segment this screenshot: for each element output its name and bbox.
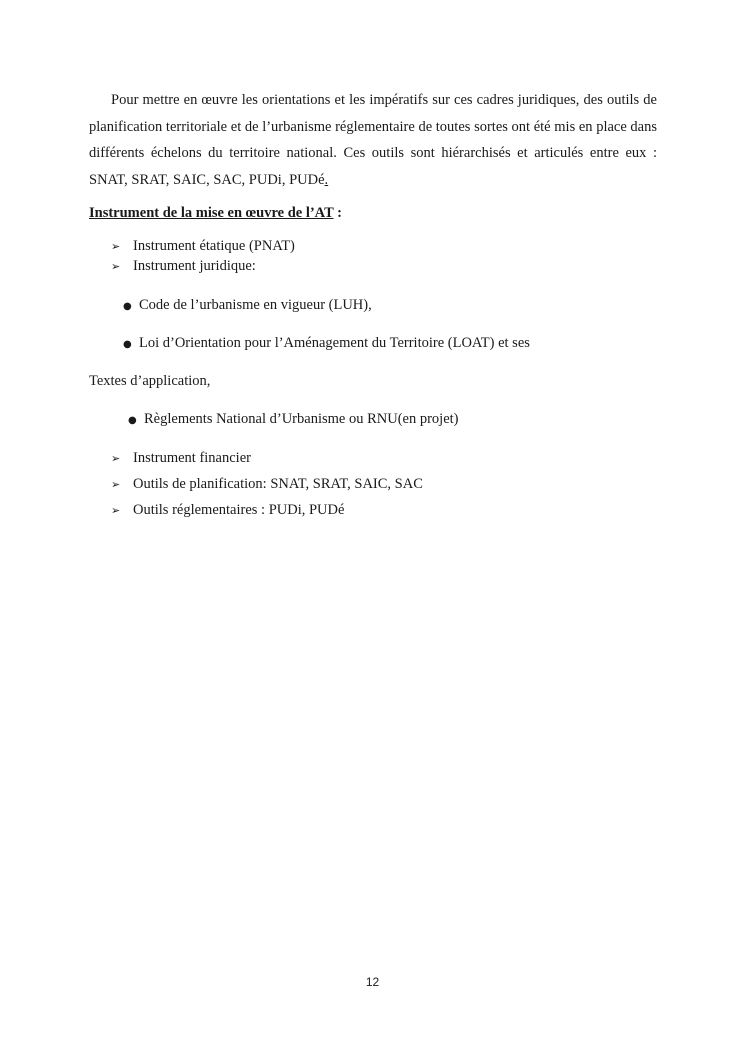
list-item-text: Instrument financier [133, 450, 251, 466]
dot-bullet-icon: ● [123, 339, 132, 350]
list-item [111, 256, 256, 277]
list-item [123, 295, 372, 317]
list-item [111, 236, 295, 257]
list-item-text: Code de l’urbanisme en vigueur (LUH), [139, 297, 372, 313]
list-item [111, 448, 251, 469]
continuation-text: Textes d’application, [89, 373, 211, 389]
list-item [123, 333, 530, 355]
list-item [111, 500, 344, 521]
list-item-text: Loi d’Orientation pour l’Aménagement du Territoire (LOAT) et ses [139, 335, 530, 351]
arrow-bullet-icon: ➢ [111, 504, 121, 517]
list-item [128, 409, 459, 431]
dot-bullet-icon: ● [128, 415, 137, 426]
intro-text: Pour mettre en œuvre les orientations et les impératifs sur ces cadres juridiques, des outils de planification territoriale et de l’urbanisme réglementaire de toutes sortes ont été mis en place dans différents échelons du territoire national. Ces outils sont hiérarchisés et articulés entre eux : SNAT, SRAT, SAIC, SAC, PUDi, PUDé [89, 92, 657, 188]
intro-end-punct: . [324, 171, 329, 188]
list-item-text: Outils de planification: SNAT, SRAT, SAIC, SAC [133, 476, 423, 492]
list-item-text: Instrument juridique: [133, 258, 256, 274]
section-heading [89, 203, 342, 223]
arrow-bullet-icon: ➢ [111, 478, 121, 491]
list-item-text: Règlements National d’Urbanisme ou RNU(en projet) [144, 411, 459, 427]
section-heading-suffix: : [333, 205, 342, 221]
list-item-text: Outils réglementaires : PUDi, PUDé [133, 502, 345, 518]
section-heading-title: Instrument de la mise en œuvre de l’AT [89, 205, 334, 221]
list-item [111, 474, 423, 495]
list-item-text: Instrument étatique (PNAT) [133, 238, 295, 254]
intro-paragraph [89, 87, 657, 193]
arrow-bullet-icon: ➢ [111, 452, 121, 465]
arrow-bullet-icon: ➢ [111, 240, 121, 253]
arrow-bullet-icon: ➢ [111, 260, 121, 273]
page-number: 12 [365, 975, 380, 989]
dot-bullet-icon: ● [123, 301, 132, 312]
